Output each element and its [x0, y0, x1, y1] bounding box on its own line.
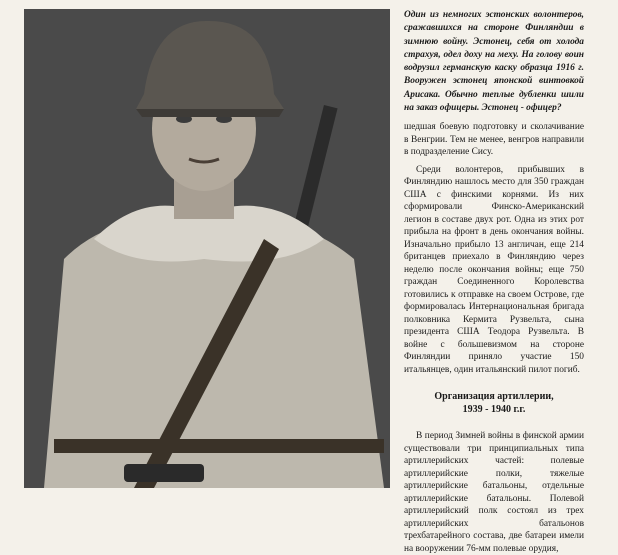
paragraph-continuation: шедшая боевую подготовку и сколачивание в Венгрии. Тем не менее, венгров направили в подразделение Сису. [404, 122, 584, 158]
text-column [404, 9, 584, 555]
paragraph-artillery: В период Зимней войны в финской армии существовали три принципиальных типа артиллерийских частей: полевые артиллерийские полки, тяжелые артиллерийские батальоны, отдельные артиллерийские батальоны. Полевой артиллерийский полк состоял из трех артиллерийских батальонов трехбатарейного состава, две батареи имели на вооружении 76-мм полевые орудия, [404, 431, 584, 554]
section-heading-line2: 1939 - 1940 г.г. [462, 404, 526, 416]
soldier-photo [24, 9, 390, 488]
photo-caption: Один из немногих эстонских волонтеров, сражавшихся на стороне Финляндии в зимнюю войну. Эстонец, себя от холода страхуя, одел доху на меху. На голову воин водрузил германскую каску образца 1916 г. Вооружен эстонец японской винтовкой Арисака. Обычно теплые дубленки шили на заказ офицеры. Эстонец - офицер? [404, 10, 584, 114]
soldier-illustration [24, 9, 390, 488]
section-heading [404, 390, 584, 416]
section-heading-line1: Организация артиллерии, [434, 391, 554, 403]
paragraph-volunteers: Среди волонтеров, прибывших в Финляндию нашлось место для 350 граждан США с финскими корнями. Из них сформировали Финско-Американский легион в составе двух рот. Одна из этих рот прибыла на фронт в день окончания войны. Изначально прибыло 13 англичан, еще 214 британцев приехало в Финляндию через неделю после окончания войны; еще 750 граждан Соединенного Королевства готовились к отправке на своем Острове, где формировалась Интернациональная бригада полковника Кермита Рузвельта, сына президента США Теодора Рузвельта. В войне с большевизмом на стороне Финляндии приняло участие 150 итальянцев, один итальянский пилот погиб. [404, 164, 584, 375]
